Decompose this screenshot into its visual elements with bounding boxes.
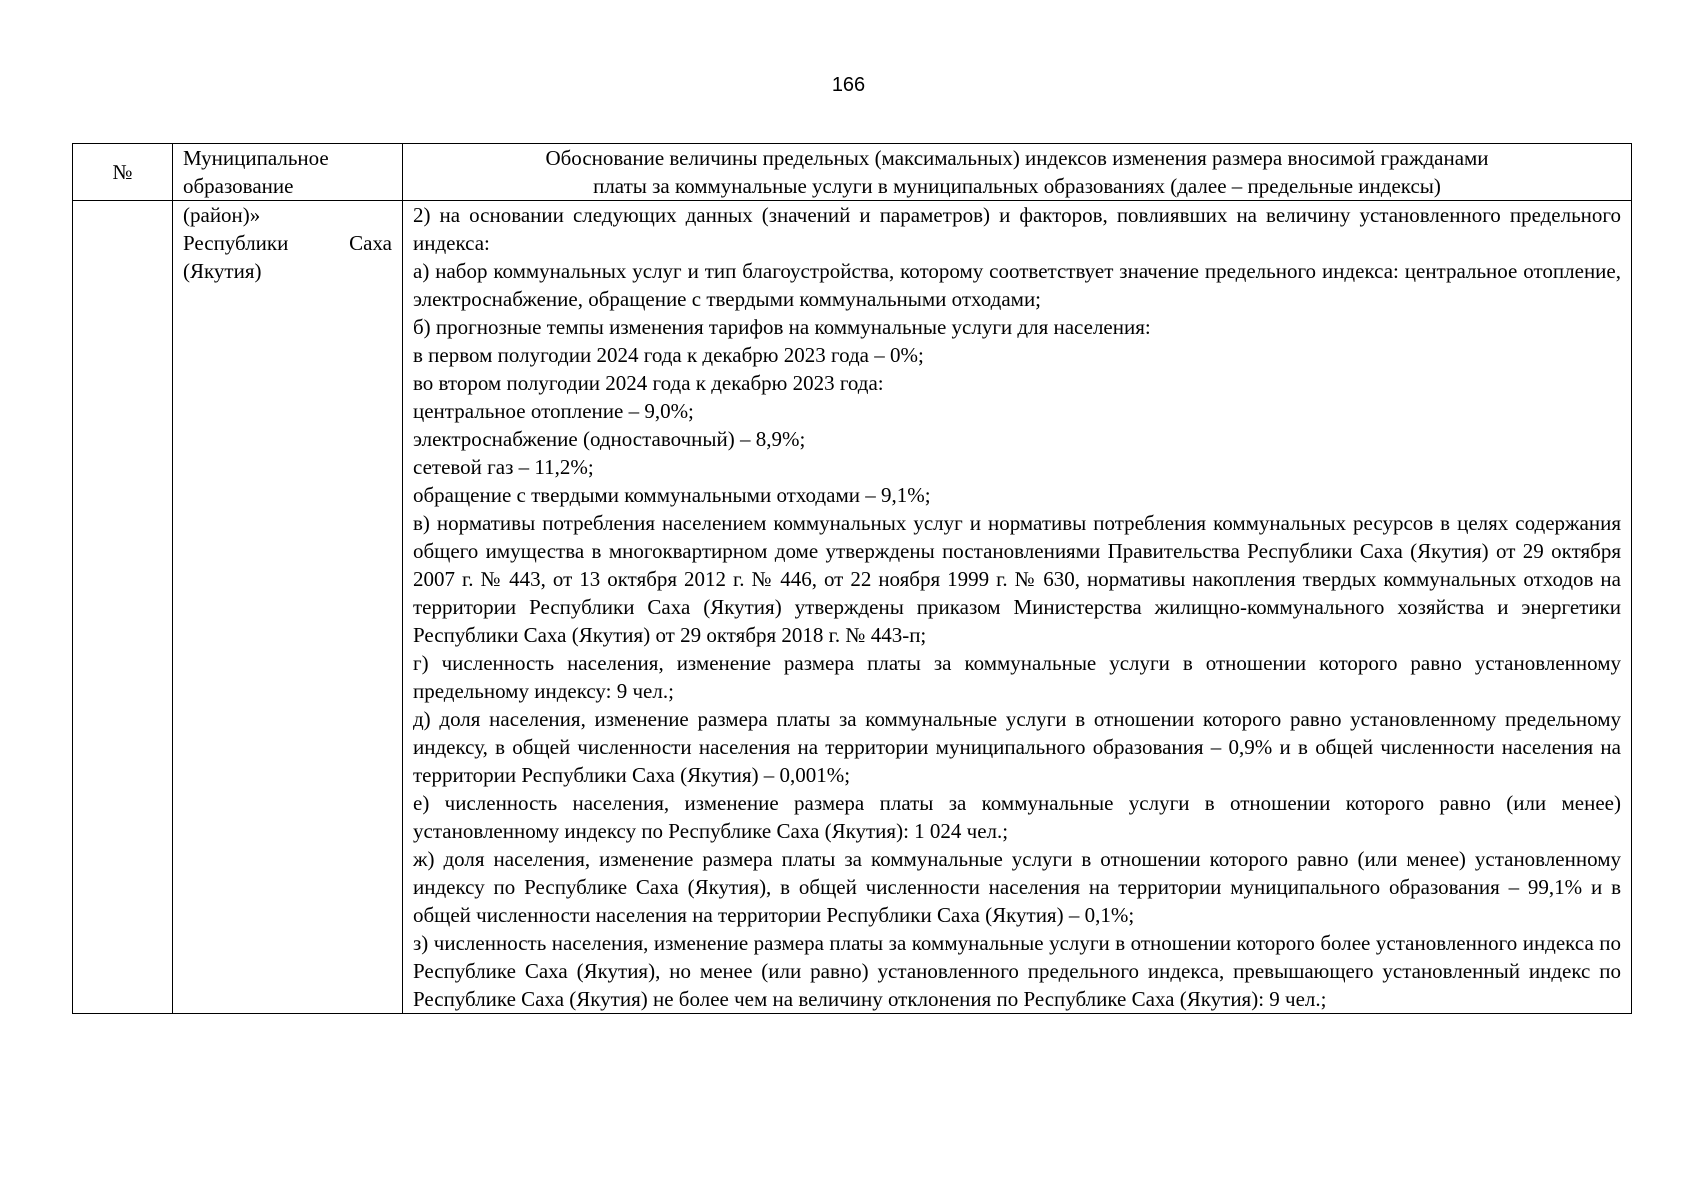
paragraph-2: 2) на основании следующих данных (значений и параметров) и факторов, повлиявших на величину установленного предельного индекса: (413, 203, 1621, 255)
header-justification-line2: платы за коммунальные услуги в муниципальных образованиях (далее – предельные индексы) (593, 174, 1441, 198)
header-justification (403, 144, 1632, 201)
municipality-line2 (183, 229, 392, 257)
justification-cell (403, 201, 1632, 1014)
municipality-line1: (район)» (183, 203, 261, 227)
paragraph-a: а) набор коммунальных услуг и тип благоустройства, которому соответствует значение предельного индекса: центральное отопление, электроснабжение, обращение с твердыми коммунальными отходами; (413, 259, 1621, 311)
municipality-line3: (Якутия) (183, 259, 262, 283)
paragraph-e: е) численность населения, изменение размера платы за коммунальные услуги в отношении которого равно (или менее) установленному индексу по Республике Саха (Якутия): 1 024 чел.; (413, 791, 1621, 843)
paragraph-d: д) доля населения, изменение размера платы за коммунальные услуги в отношении которого равно установленному предельному индексу, в общей численности населения на территории муниципального образования – 0,9% и в общей численности населения на территории Республики Саха (Якутия) – 0,001%; (413, 707, 1621, 787)
municipality-line2-part2: Саха (349, 231, 392, 255)
municipality-line2-part1: Республики (183, 231, 289, 255)
paragraph-b: б) прогнозные темпы изменения тарифов на коммунальные услуги для населения: (413, 315, 1151, 339)
page-number: 166 (831, 74, 866, 96)
paragraph-z: з) численность населения, изменение размера платы за коммунальные услуги в отношении которого более установленного индекса по Республике Саха (Якутия), но менее (или равно) установленного предельного индекса, превышающего установленный индекс по Республике Саха (Якутия) не более чем на величину отклонения по Республике Саха (Якутия): 9 чел.; (413, 931, 1621, 1011)
header-municipality-line1: Муниципальное (183, 146, 329, 170)
table-row (73, 201, 1632, 1014)
header-municipality-line2: образование (183, 174, 294, 198)
table-header-row (73, 144, 1632, 201)
tariff-index-table (72, 143, 1632, 1014)
header-number: № (73, 144, 173, 201)
municipality-cell (173, 201, 403, 1014)
header-municipality (173, 144, 403, 201)
paragraph-zh: ж) доля населения, изменение размера платы за коммунальные услуги в отношении которого равно (или менее) установленному индексу по Республике Саха (Якутия), в общей численности населения на территории муниципального образования – 99,1% и в общей численности населения на территории Республики Саха (Якутия) – 0,1%; (413, 847, 1621, 927)
paragraph-b-gas: сетевой газ – 11,2%; (413, 455, 594, 479)
paragraph-g: г) численность населения, изменение размера платы за коммунальные услуги в отношении которого равно установленному предельному индексу: 9 чел.; (413, 651, 1621, 703)
paragraph-b-waste: обращение с твердыми коммунальными отходами – 9,1%; (413, 483, 931, 507)
paragraph-b-electricity: электроснабжение (одноставочный) – 8,9%; (413, 427, 806, 451)
paragraph-v: в) нормативы потребления населением коммунальных услуг и нормативы потребления коммунальных ресурсов в целях содержания общего имущества в многоквартирном доме утверждены постановлениями Правительства Республики Саха (Якутия) от 29 октября 2007 г. № 443, от 13 октября 2012 г. № 446, от 22 ноября 1999 г. № 630, нормативы накопления твердых коммунальных отходов на территории Республики Саха (Якутия) утверждены приказом Министерства жилищно-коммунального хозяйства и энергетики Республики Саха (Якутия) от 29 октября 2018 г. № 443-п; (413, 511, 1621, 647)
paragraph-b-heating: центральное отопление – 9,0%; (413, 399, 694, 423)
header-justification-line1: Обоснование величины предельных (максимальных) индексов изменения размера вносимой гражданами (545, 146, 1489, 170)
row-number-cell (73, 201, 173, 1014)
paragraph-b-line1: в первом полугодии 2024 года к декабрю 2023 года – 0%; (413, 343, 924, 367)
paragraph-b-line2: во втором полугодии 2024 года к декабрю 2023 года: (413, 371, 884, 395)
